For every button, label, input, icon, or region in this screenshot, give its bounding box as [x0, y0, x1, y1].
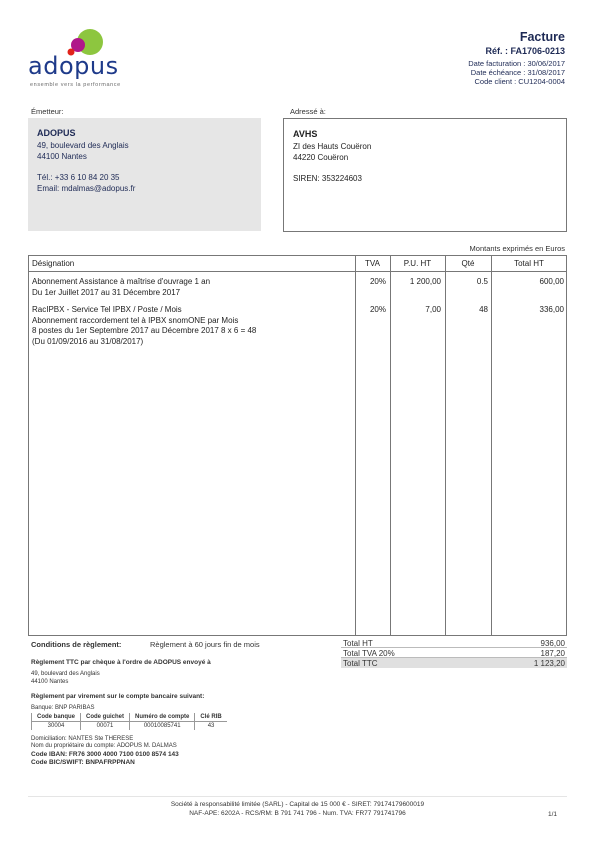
invoice-ref: Réf. : FA1706-0213	[485, 46, 565, 56]
company-logo	[28, 30, 138, 92]
row-designation-line: Abonnement raccordement tel à IPBX snomONE par Mois	[32, 315, 239, 325]
destinataire-name: AVHS	[293, 129, 318, 139]
total-tva-label: Total TVA 20%	[343, 649, 395, 658]
row-pu: 1 200,00	[409, 277, 441, 286]
total-ttc-value: 1 123,20	[533, 659, 565, 668]
col-header-tva: TVA	[365, 259, 380, 268]
destinataire-label: Adressé à:	[290, 107, 326, 116]
invoice-header	[468, 30, 565, 86]
code-client: Code client : CU1204-0004	[474, 77, 565, 86]
footer-line2: NAF-APE: 6202A - RCS/RM: B 791 741 796 - Num. TVA: FR77 791741796	[189, 810, 406, 817]
footer-divider	[28, 796, 567, 797]
row-qte: 48	[479, 305, 488, 314]
date-echeance: Date échéance : 31/08/2017	[470, 68, 565, 77]
row-total: 336,00	[539, 305, 564, 314]
total-ttc-label: Total TTC	[343, 659, 378, 668]
invoice-title: Facture	[519, 30, 565, 44]
rib-header: Code guichet	[81, 713, 130, 722]
row-total: 600,00	[539, 277, 564, 286]
row-pu: 7,00	[425, 305, 441, 314]
emetteur-tel: Tél.: +33 6 10 84 20 35	[37, 173, 120, 182]
col-header-designation: Désignation	[32, 259, 75, 268]
total-ttc-row	[341, 658, 567, 668]
logo-tagline: ensemble vers la performance	[30, 82, 121, 88]
rib-header: Numéro de compte	[130, 713, 195, 722]
virement-banque: Banque: BNP PARIBAS	[31, 705, 95, 711]
total-ht-value: 936,00	[540, 639, 565, 648]
rib-table	[31, 713, 227, 730]
row-designation-line: RacIPBX - Service Tel IPBX / Poste / Mois	[32, 305, 182, 314]
cheque-address2: 44100 Nantes	[31, 679, 69, 685]
emetteur-address1: 49, boulevard des Anglais	[37, 141, 129, 150]
rib-header: Clé RIB	[195, 713, 227, 722]
emetteur-label: Émetteur:	[31, 107, 64, 116]
virement-title: Règlement par virement sur le compte bancaire suivant:	[31, 693, 205, 700]
rib-value: 00010085741	[130, 722, 195, 731]
row-designation-line: Abonnement Assistance à maîtrise d'ouvrage 1 an	[32, 277, 211, 286]
totals-block	[341, 638, 567, 668]
col-header-pu: P.U. HT	[403, 259, 432, 268]
col-header-qte: Qté	[461, 259, 475, 268]
rib-header: Code banque	[32, 713, 81, 722]
emetteur-box	[28, 118, 261, 231]
rib-value: 43	[195, 722, 227, 731]
items-table	[28, 255, 567, 636]
conditions-label: Conditions de règlement:	[31, 640, 122, 649]
currency-note: Montants exprimés en Euros	[469, 244, 565, 253]
cheque-address1: 49, boulevard des Anglais	[31, 671, 100, 677]
total-ht-label: Total HT	[343, 639, 373, 648]
destinataire-box	[283, 118, 567, 232]
row-designation-line: (Du 01/09/2016 au 31/08/2017)	[32, 336, 144, 346]
total-tva-row	[341, 648, 567, 658]
emetteur-name: ADOPUS	[37, 128, 76, 138]
virement-domiciliation: Domiciliation: NANTES Ste THERESE	[31, 736, 134, 742]
row-tva: 20%	[369, 277, 386, 286]
row-qte: 0.5	[476, 277, 488, 286]
emetteur-email: Email: mdalmas@adopus.fr	[37, 184, 136, 193]
destinataire-address2: 44220 Couëron	[293, 153, 349, 162]
virement-proprietaire: Nom du propriétaire du compte: ADOPUS M. DALMAS	[31, 743, 177, 749]
row-designation-line: 8 postes du 1er Septembre 2017 au Décembre 2017 8 x 6 = 48	[32, 326, 257, 335]
total-ht-row	[341, 638, 567, 648]
virement-bic: Code BIC/SWIFT: BNPAFRPPNAN	[31, 759, 135, 766]
page-number: 1/1	[547, 811, 557, 818]
logo-word: adopus	[28, 52, 119, 80]
footer-line1: Société à responsabilité limitée (SARL) - Capital de 15 000 € - SIRET: 79174179600019	[170, 801, 425, 808]
rib-value: 00071	[81, 722, 130, 731]
emetteur-address2: 44100 Nantes	[37, 152, 87, 161]
col-header-total: Total HT	[514, 259, 544, 268]
destinataire-siren: SIREN: 353224603	[293, 174, 362, 183]
total-tva-value: 187,20	[540, 649, 565, 658]
conditions-text: Règlement à 60 jours fin de mois	[150, 640, 260, 649]
virement-iban: Code IBAN: FR76 3000 4000 7100 0100 8574 143	[31, 751, 179, 758]
rib-value: 30004	[32, 722, 81, 731]
row-tva: 20%	[369, 305, 386, 314]
destinataire-address1: ZI des Hauts Couëron	[293, 142, 372, 151]
row-designation-line: Du 1er Juillet 2017 au 31 Décembre 2017	[32, 287, 181, 297]
cheque-title: Règlement TTC par chèque à l'ordre de ADOPUS envoyé à	[31, 659, 211, 666]
date-facturation: Date facturation : 30/06/2017	[468, 59, 565, 68]
